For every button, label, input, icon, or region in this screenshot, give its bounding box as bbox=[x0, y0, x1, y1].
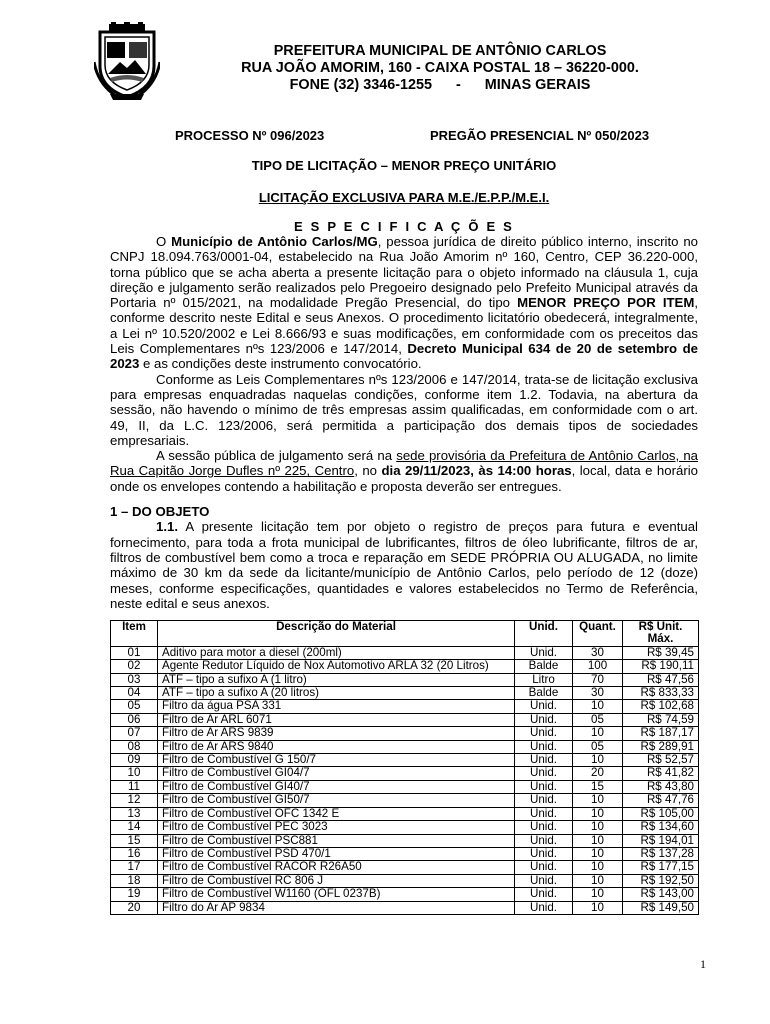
cell-unid: Unid. bbox=[515, 767, 573, 780]
text-run: , no bbox=[354, 463, 382, 479]
cell-item: 15 bbox=[111, 834, 158, 847]
page-number: 1 bbox=[700, 957, 706, 971]
cell-quant: 15 bbox=[573, 780, 623, 793]
table-row bbox=[111, 767, 699, 780]
cell-descricao: ATF – tipo a sufixo A (20 litros) bbox=[158, 687, 515, 700]
cell-quant: 10 bbox=[573, 700, 623, 713]
col-header-unid: Unid. bbox=[515, 621, 573, 647]
cell-valor: R$ 47,76 bbox=[623, 794, 699, 807]
sede-address: sede provisória da Prefeitura de Antônio Carlos, na Rua Capitão Jorge Dufles nº 225, Centro bbox=[110, 448, 698, 479]
table-row bbox=[111, 713, 699, 726]
pregao-number: PREGÃO PRESENCIAL Nº 050/2023 bbox=[430, 128, 650, 143]
table-row bbox=[111, 700, 699, 713]
cell-item: 08 bbox=[111, 740, 158, 753]
cell-valor: R$ 194,01 bbox=[623, 834, 699, 847]
cell-quant: 10 bbox=[573, 874, 623, 887]
cell-unid: Unid. bbox=[515, 727, 573, 740]
cell-unid: Unid. bbox=[515, 807, 573, 820]
cell-item: 12 bbox=[111, 794, 158, 807]
cell-unid: Litro bbox=[515, 673, 573, 686]
cell-unid: Unid. bbox=[515, 646, 573, 659]
cell-quant: 05 bbox=[573, 740, 623, 753]
cell-item: 16 bbox=[111, 847, 158, 860]
cell-unid: Unid. bbox=[515, 834, 573, 847]
cell-item: 01 bbox=[111, 646, 158, 659]
cell-item: 05 bbox=[111, 700, 158, 713]
cell-item: 06 bbox=[111, 713, 158, 726]
cell-unid: Unid. bbox=[515, 874, 573, 887]
cell-valor: R$ 177,15 bbox=[623, 861, 699, 874]
cell-item: 20 bbox=[111, 901, 158, 914]
cell-valor: R$ 149,50 bbox=[623, 901, 699, 914]
cell-item: 13 bbox=[111, 807, 158, 820]
items-table bbox=[110, 620, 699, 915]
table-row bbox=[111, 901, 699, 914]
cell-quant: 10 bbox=[573, 794, 623, 807]
paragraph-leis: Conforme as Leis Complementares nºs 123/2006 e 147/2014, trata-se de licitação exclusiva para empresas enquadradas naquelas condições, conforme item 1.2. Todavia, na abertura da sessão, não havendo o mínimo de três empresas assim qualificadas, em conformidade com o art. 49, II, da L.C. 123/2006, será permitida a participação dos demais tipos de sociedades empresariais. bbox=[110, 371, 698, 448]
processo-number: PROCESSO Nº 096/2023 bbox=[175, 128, 325, 143]
table-row bbox=[111, 646, 699, 659]
text-run: , local, data e horário onde os envelopes contendo a habilitação e proposta deverão ser entregues. bbox=[110, 463, 698, 494]
table-body bbox=[111, 646, 699, 914]
cell-unid: Unid. bbox=[515, 861, 573, 874]
cell-unid: Unid. bbox=[515, 901, 573, 914]
table-row bbox=[111, 687, 699, 700]
letterhead bbox=[190, 43, 690, 94]
cell-valor: R$ 52,57 bbox=[623, 754, 699, 767]
header-phone: FONE (32) 3346-1255 - MINAS GERAIS bbox=[289, 77, 591, 93]
cell-descricao: Filtro de Combustível GI04/7 bbox=[158, 767, 515, 780]
table-row bbox=[111, 821, 699, 834]
table-header-row bbox=[111, 621, 699, 647]
cell-quant: 10 bbox=[573, 861, 623, 874]
cell-item: 07 bbox=[111, 727, 158, 740]
sessao-date: dia 29/11/2023, às 14:00 horas bbox=[381, 463, 572, 479]
cell-unid: Unid. bbox=[515, 713, 573, 726]
cell-quant: 10 bbox=[573, 847, 623, 860]
table-row bbox=[111, 673, 699, 686]
cell-unid: Unid. bbox=[515, 780, 573, 793]
cell-descricao: Filtro de Combustível PSC881 bbox=[158, 834, 515, 847]
menor-preco-por-item: MENOR PREÇO POR ITEM bbox=[517, 295, 695, 311]
cell-item: 19 bbox=[111, 888, 158, 901]
paragraph-sessao bbox=[110, 448, 698, 494]
cell-descricao: Filtro de Combustível PSD 470/1 bbox=[158, 847, 515, 860]
text-run: O bbox=[156, 234, 172, 249]
header-title: PREFEITURA MUNICIPAL DE ANTÔNIO CARLOS bbox=[273, 43, 607, 59]
table-row bbox=[111, 874, 699, 887]
cell-valor: R$ 41,82 bbox=[623, 767, 699, 780]
cell-valor: R$ 190,11 bbox=[623, 660, 699, 673]
cell-valor: R$ 43,80 bbox=[623, 780, 699, 793]
text-run: A sessão pública de julgamento será na bbox=[156, 448, 397, 464]
table-row bbox=[111, 888, 699, 901]
cell-descricao: Filtro de Combustível RACOR R26A50 bbox=[158, 861, 515, 874]
cell-quant: 10 bbox=[573, 821, 623, 834]
cell-descricao: Filtro de Combustível RC 806 J bbox=[158, 874, 515, 887]
cell-unid: Unid. bbox=[515, 700, 573, 713]
table-row bbox=[111, 807, 699, 820]
header-address: RUA JOÃO AMORIM, 160 - CAIXA POSTAL 18 – 36220-000. bbox=[241, 60, 639, 76]
cell-descricao: Filtro de Ar ARL 6071 bbox=[158, 713, 515, 726]
cell-unid: Unid. bbox=[515, 888, 573, 901]
cell-valor: R$ 134,60 bbox=[623, 821, 699, 834]
cell-item: 02 bbox=[111, 660, 158, 673]
cell-unid: Unid. bbox=[515, 754, 573, 767]
cell-item: 11 bbox=[111, 780, 158, 793]
cell-quant: 100 bbox=[573, 660, 623, 673]
especificacoes-heading: E S P E C I F I C A Ç Õ E S bbox=[293, 219, 514, 234]
col-header-descricao: Descrição do Material bbox=[158, 621, 515, 647]
table-row bbox=[111, 740, 699, 753]
cell-quant: 70 bbox=[573, 673, 623, 686]
table-row bbox=[111, 794, 699, 807]
cell-descricao: Filtro de Combustível GI40/7 bbox=[158, 780, 515, 793]
cell-valor: R$ 192,50 bbox=[623, 874, 699, 887]
tipo-licitacao: TIPO DE LICITAÇÃO – MENOR PREÇO UNITÁRIO bbox=[251, 158, 557, 173]
table-row bbox=[111, 847, 699, 860]
cell-descricao: Filtro de Combustível PEC 3023 bbox=[158, 821, 515, 834]
cell-descricao: Filtro de Combustível OFC 1342 E bbox=[158, 807, 515, 820]
cell-valor: R$ 47,56 bbox=[623, 673, 699, 686]
cell-quant: 10 bbox=[573, 901, 623, 914]
edital-body bbox=[110, 234, 698, 611]
cell-descricao: Filtro da água PSA 331 bbox=[158, 700, 515, 713]
col-header-item: Item bbox=[111, 621, 158, 647]
col-header-valor: R$ Unit. Máx. bbox=[623, 621, 699, 647]
text-run: , conforme descrito neste Edital e seus Anexos. O procedimento licitatório obedecerá, integralmente, a Lei nº 10.520/2002 e Lei 8.666/93 e suas modificações, em conformidade com os preceitos das Leis Complementares nºs 123/2006 e 147/2014, bbox=[110, 295, 698, 357]
cell-unid: Unid. bbox=[515, 847, 573, 860]
text-run: , pessoa jurídica de direito público interno, inscrito no CNPJ 18.094.763/0001-04, estabelecido na Rua João Amorim nº 160, Centro, CEP 36.220-000, torna público que se acha aberta a presente licitação para o objeto informado na cláusula 1, cuja direção e julgamento serão realizados pelo Pregoeiro designado pelo Prefeito Municipal através da Portaria nº 015/2021, na modalidade Pregão Presencial, do tipo bbox=[110, 234, 698, 311]
cell-descricao: Aditivo para motor a diesel (200ml) bbox=[158, 646, 515, 659]
cell-quant: 10 bbox=[573, 807, 623, 820]
cell-descricao: Filtro do Ar AP 9834 bbox=[158, 901, 515, 914]
table-row bbox=[111, 861, 699, 874]
cell-quant: 10 bbox=[573, 834, 623, 847]
cell-unid: Unid. bbox=[515, 821, 573, 834]
cell-valor: R$ 39,45 bbox=[623, 646, 699, 659]
cell-item: 03 bbox=[111, 673, 158, 686]
text-run: e as condições deste instrumento convocatório. bbox=[139, 356, 422, 372]
cell-descricao: Filtro de Combustível GI50/7 bbox=[158, 794, 515, 807]
table-row bbox=[111, 834, 699, 847]
section-objeto-title: 1 – DO OBJETO bbox=[110, 504, 210, 520]
cell-descricao: Filtro de Ar ARS 9839 bbox=[158, 727, 515, 740]
cell-item: 17 bbox=[111, 861, 158, 874]
cell-item: 04 bbox=[111, 687, 158, 700]
cell-descricao: ATF – tipo a sufixo A (1 litro) bbox=[158, 673, 515, 686]
clause-number: 1.1. bbox=[156, 519, 178, 535]
cell-quant: 05 bbox=[573, 713, 623, 726]
cell-quant: 10 bbox=[573, 727, 623, 740]
coat-of-arms-icon bbox=[94, 22, 160, 100]
cell-valor: R$ 143,00 bbox=[623, 888, 699, 901]
table-row bbox=[111, 780, 699, 793]
cell-unid: Unid. bbox=[515, 740, 573, 753]
table-row bbox=[111, 727, 699, 740]
licitacao-exclusiva: LICITAÇÃO EXCLUSIVA PARA M.E./E.P.P./M.E.I. bbox=[258, 190, 550, 205]
cell-item: 14 bbox=[111, 821, 158, 834]
cell-valor: R$ 74,59 bbox=[623, 713, 699, 726]
municipio-name: Município de Antônio Carlos/MG bbox=[171, 234, 378, 249]
text-run: A presente licitação tem por objeto o registro de preços para futura e eventual fornecimento, para toda a frota municipal de lubrificantes, filtros de óleo lubrificante, filtros de ar, filtros de combustível bem como a troca e reparação em SEDE PRÓPRIA OU ALUGADA, no limite máximo de 30 km da sede da licitante/município de Antônio Carlos, pelo período de 12 (doze) meses, conforme especificações, quantidades e valores estabelecidos no Termo de Referência, neste edital e seus anexos. bbox=[110, 519, 698, 611]
cell-quant: 30 bbox=[573, 687, 623, 700]
cell-descricao: Agente Redutor Líquido de Nox Automotivo ARLA 32 (20 Litros) bbox=[158, 660, 515, 673]
cell-quant: 10 bbox=[573, 754, 623, 767]
cell-descricao: Filtro de Combustível W1160 (OFL 0237B) bbox=[158, 888, 515, 901]
cell-unid: Balde bbox=[515, 687, 573, 700]
table-row bbox=[111, 660, 699, 673]
cell-valor: R$ 137,28 bbox=[623, 847, 699, 860]
cell-item: 18 bbox=[111, 874, 158, 887]
cell-item: 09 bbox=[111, 754, 158, 767]
cell-valor: R$ 289,91 bbox=[623, 740, 699, 753]
table-row bbox=[111, 754, 699, 767]
exclusiva-line bbox=[110, 190, 698, 205]
cell-quant: 30 bbox=[573, 646, 623, 659]
cell-valor: R$ 105,00 bbox=[623, 807, 699, 820]
cell-descricao: Filtro de Ar ARS 9840 bbox=[158, 740, 515, 753]
cell-quant: 20 bbox=[573, 767, 623, 780]
col-header-quant: Quant. bbox=[573, 621, 623, 647]
cell-unid: Unid. bbox=[515, 794, 573, 807]
cell-valor: R$ 187,17 bbox=[623, 727, 699, 740]
paragraph-intro bbox=[110, 234, 698, 372]
cell-valor: R$ 102,68 bbox=[623, 700, 699, 713]
paragraph-objeto bbox=[110, 519, 698, 611]
cell-unid: Balde bbox=[515, 660, 573, 673]
cell-descricao: Filtro de Combustível G 150/7 bbox=[158, 754, 515, 767]
decreto-municipal: Decreto Municipal 634 de 20 de setembro de 2023 bbox=[110, 341, 698, 372]
cell-quant: 10 bbox=[573, 888, 623, 901]
cell-item: 10 bbox=[111, 767, 158, 780]
cell-valor: R$ 833,33 bbox=[623, 687, 699, 700]
